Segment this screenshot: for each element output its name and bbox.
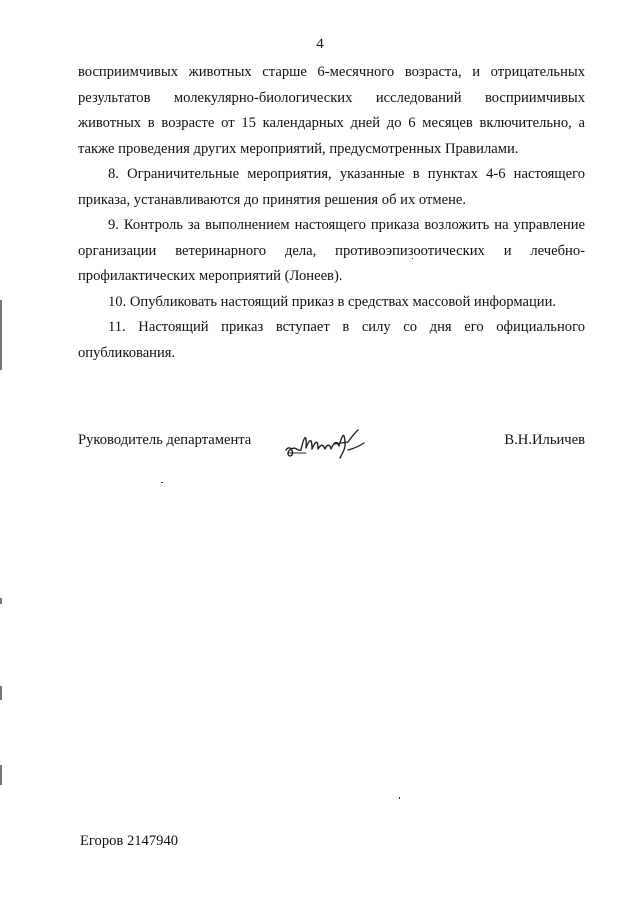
handwritten-signature-icon [282,422,368,462]
scan-speck [161,482,163,483]
scan-speck [412,258,413,259]
scan-edge-mark [0,686,2,700]
scan-speck [399,797,400,799]
executor-info: Егоров 2147940 [80,833,179,849]
paragraph-continuation: восприимчивых животных старше 6-месячного возраста, и отрицательных результатов молекулярно-биологических исследований восприимчивых животных в возрасте от 15 календарных дней до 6 месяцев включительно, а также проведения других мероприятий, предусмотренных Правилами. [78,64,585,157]
scan-edge-mark [0,300,2,370]
signatory-title: Руководитель департамента [78,432,252,448]
signatory-name: В.Н.Ильичев [504,432,585,448]
paragraph-10: 10. Опубликовать настоящий приказ в средствах массовой информации. [108,293,557,310]
document-body [78,60,585,366]
paragraph-8: 8. Ограничительные мероприятия, указанные в пунктах 4-6 настоящего приказа, устанавливаются до принятия решения об их отмене. [78,166,585,208]
paragraph-11: 11. Настоящий приказ вступает в силу со дня его официального опубликования. [78,319,585,361]
signature-block [78,428,585,462]
page-number: 4 [316,36,324,52]
scan-edge-mark [0,765,2,785]
paragraph-9: 9. Контроль за выполнением настоящего приказа возложить на управление организации ветеринарного дела, противоэпизоотических и лечебно-профилактических мероприятий (Лонеев). [78,217,585,284]
scan-edge-mark [0,598,2,604]
